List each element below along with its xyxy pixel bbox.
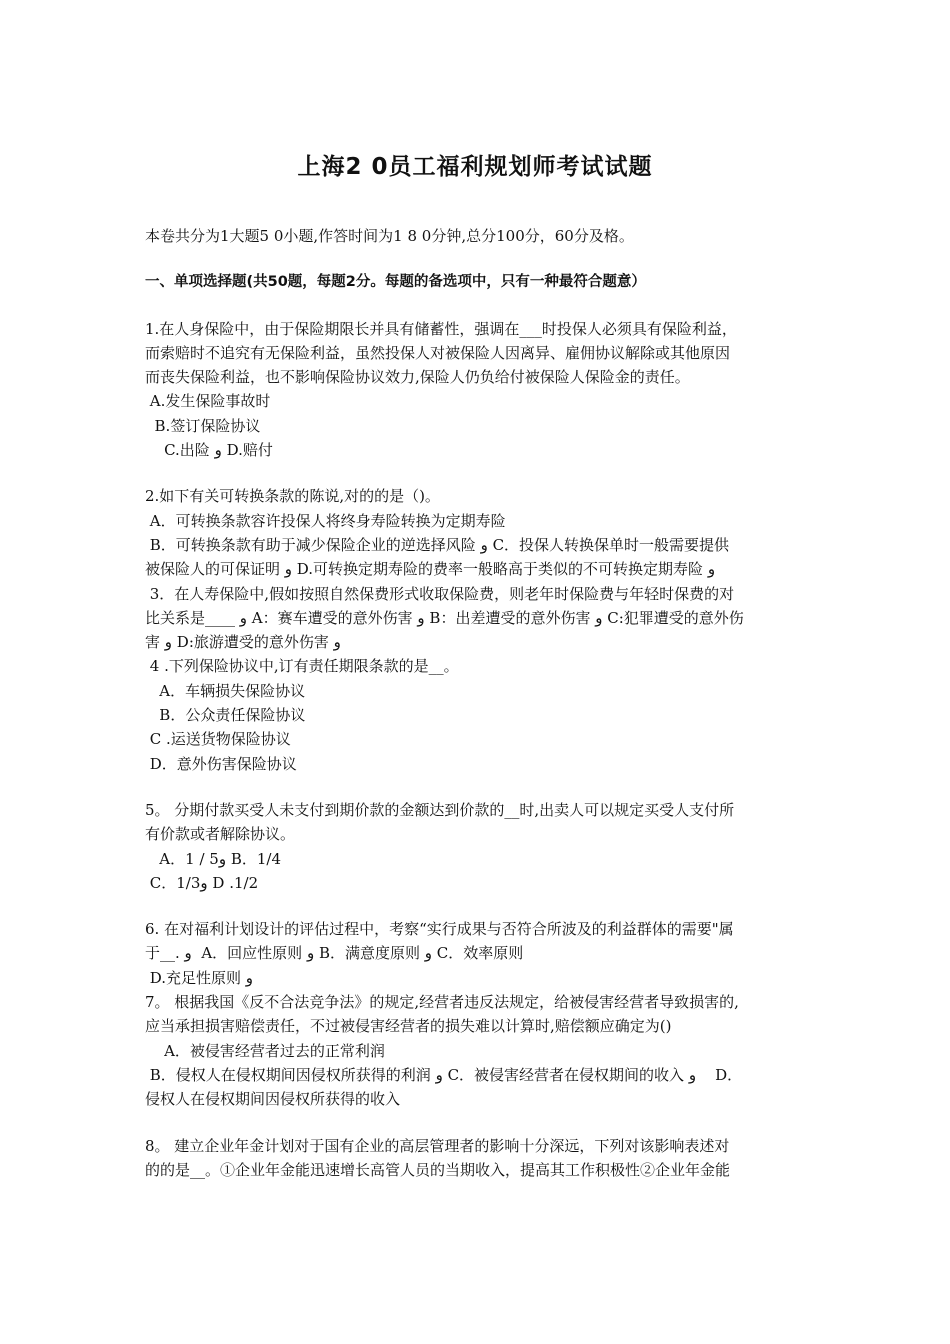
question-text-line: 比关系是____ و A：赛车遭受的意外伤害 و B：出差遭受的意外伤害 و C:犯罪遭受的意外伤: [145, 608, 744, 627]
question-text-line: 2.如下有关可转换条款的陈说,对的的是（)。: [145, 487, 440, 506]
section-heading: 一、单项选择题(共50题，每题2分。每题的备选项中，只有一种最符合题意）: [145, 274, 646, 291]
intro-text: 本卷共分为1大题5 0小题,作答时间为1 8 0分钟,总分100分，60分及格。: [145, 227, 634, 245]
option-line: A.发生保险事故时: [145, 392, 271, 411]
option-line: B．公众责任保险协议: [145, 706, 306, 725]
option-line: A．被侵害经营者过去的正常利润: [145, 1041, 385, 1060]
question-text-line: 4 .下列保险协议中,订有责任期限条款的是__。: [145, 657, 459, 676]
option-line: 侵权人在侵权期间因侵权所获得的收入: [145, 1090, 401, 1109]
option-line: C．1/3و D .1/2: [145, 873, 259, 892]
question-7: [145, 990, 815, 1111]
question-text-line: 8。 建立企业年金计划对于国有企业的高层管理者的影响十分深远，下列对该影响表述对: [145, 1136, 730, 1155]
question-text-line: 1.在人身保险中，由于保险期限长并具有储蓄性，强调在___时投保人必须具有保险利益，: [145, 319, 737, 338]
question-text-line: 而索赔时不追究有无保险利益，虽然投保人对被保险人因离异、雇佣协议解除或其他原因: [145, 343, 731, 362]
page-title: 上海2 0员工福利规划师考试试题: [297, 154, 653, 180]
question-text-line: B．可转换条款有助于减少保险企业的逆选择风险 و C．投保人转换保单时一般需要提供: [145, 535, 730, 554]
option-line: B．侵权人在侵权期间因侵权所获得的利润 و C．被侵害经营者在侵权期间的收入 و D．: [145, 1065, 743, 1084]
question-1: [145, 317, 815, 463]
question-text-line: 被保险人的可保证明 و D.可转换定期寿险的费率一般略高于类似的不可转换定期寿险 و: [145, 560, 716, 579]
question-text-line: 害 و D:旅游遭受的意外伤害 و: [145, 633, 341, 652]
option-line: D.充足性原则 و: [145, 968, 254, 987]
question-text-line: 6. 在对福利计划设计的评估过程中，考察“实行成果与否符合所波及的利益群体的需要"属: [145, 920, 734, 939]
option-line: D．意外伤害保险协议: [145, 754, 297, 773]
question-2: [145, 484, 815, 776]
question-text-line: 7。 根据我国《反不合法竞争法》的规定,经营者违反法规定，给被侵害经营者导致损害的,: [145, 993, 739, 1012]
option-line: C.出险 و D.赔付: [145, 441, 273, 460]
option-line: B.签订保险协议: [145, 416, 261, 435]
question-text-line: 5。 分期付款买受人未支付到期价款的金额达到价款的__时,出卖人可以规定买受人支付所: [145, 800, 735, 819]
question-5: [145, 798, 815, 895]
question-text-line: 3．在人寿保险中,假如按照自然保费形式收取保险费，则老年时保险费与年轻时保费的对: [145, 584, 735, 603]
question-text-line: 于__. و A．回应性原则 و B．满意度原则 و C．效率原则: [145, 944, 524, 963]
document-body: [145, 224, 815, 1182]
option-line: C .运送货物保险协议: [145, 730, 291, 749]
option-line: A．车辆损失保险协议: [145, 681, 306, 700]
question-text-line: A．可转换条款容许投保人将终身寿险转换为定期寿险: [145, 511, 506, 530]
option-line: A．1 / 5و B．1/4: [145, 849, 282, 868]
question-text-line: 有价款或者解除协议。: [145, 825, 296, 844]
question-text-line: 而丧失保险利益，也不影响保险协议效力,保险人仍负给付被保险人保险金的责任。: [145, 368, 690, 387]
question-text-line: 应当承担损害赔偿责任，不过被侵害经营者的损失难以计算时,赔偿额应确定为(): [145, 1017, 672, 1036]
question-text-line: 的的是__。①企业年金能迅速增长高管人员的当期收入，提高其工作积极性②企业年金能: [145, 1160, 731, 1179]
question-6: [145, 917, 815, 990]
question-8: [145, 1134, 815, 1183]
